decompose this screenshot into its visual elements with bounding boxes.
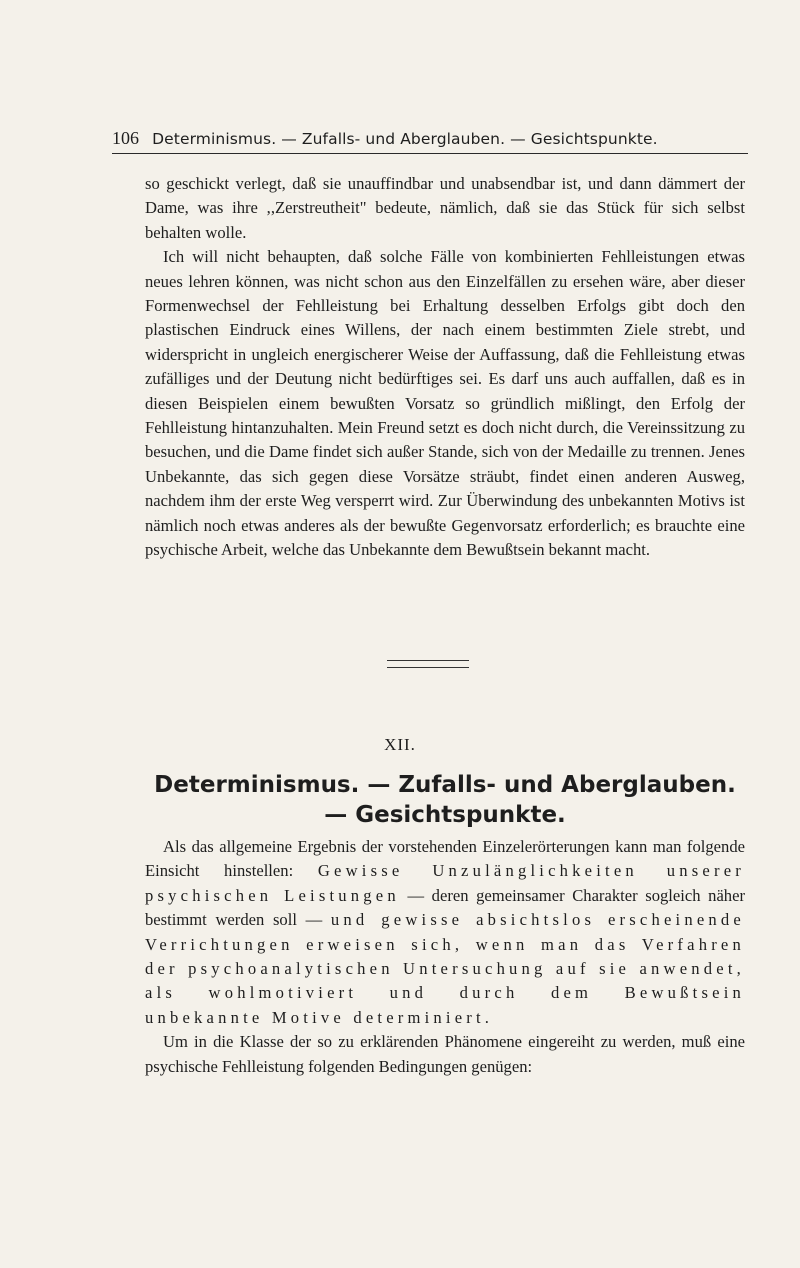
section-1-text	[145, 172, 745, 563]
page-number: 106	[112, 128, 139, 148]
running-title: Determinismus. — Zufalls- und Aberglauben. — Gesichtspunkte.	[152, 130, 658, 148]
chapter-title	[145, 770, 745, 830]
paragraph: so geschickt verlegt, daß sie unauffindbar und unabsendbar ist, und dann dämmert der Dame, was ihre ,,Zerstreutheit" bedeute, nämlich, daß sie das Stück für sich selbst behalten wolle.	[145, 174, 745, 242]
chapter-title-line-2: — Gesichtspunkte.	[324, 802, 566, 828]
header-rule	[112, 153, 748, 154]
section-2-text	[145, 835, 745, 1079]
paragraph-intro: Als das allgemeine Ergebnis der vorstehenden Einzelerörterungen kann man folgende Einsicht hinstellen:	[145, 837, 745, 881]
section-separator	[387, 660, 469, 668]
running-head	[112, 128, 748, 149]
paragraph: Ich will nicht behaupten, daß solche Fälle von kombinierten Fehlleistungen etwas neues lehren können, was nicht schon aus den Einzelfällen zu ersehen wäre, aber dieser Formenwechsel der Fehlleistung bei Erhaltung desselben Erfolgs gibt doch den plastischen Eindruck eines Willens, der nach einem bestimmten Ziele strebt, und widerspricht in ungleich energischerer Weise der Auffassung, daß die Fehlleistung etwas zufälliges und der Deutung nicht bedürftiges sei. Es darf uns auch auffallen, daß es in diesen Beispielen einem bewußten Vorsatz so gründlich mißlingt, den Erfolg der Fehlleistung hintanzuhalten. Mein Freund setzt es doch nicht durch, die Vereinssitzung zu besuchen, und die Dame findet sich außer Stande, sich von der Medaille zu trennen. Jenes Unbekannte, das sich gegen diese Vorsätze sträubt, findet einen anderen Ausweg, nachdem ihm der erste Weg versperrt wird. Zur Überwindung des unbekannten Motivs ist nämlich noch etwas anderes als der bewußte Gegenvorsatz erforderlich; es brauchte eine psychische Arbeit, welche das Unbekannte dem Bewußtsein bekannt macht.	[145, 247, 745, 560]
emphasized-text: Gewisse Unzulänglichkeiten unserer psychischen Leistungen	[145, 861, 745, 905]
paragraph: Um in die Klasse der so zu erklärenden Phänomene eingereiht zu werden, muß eine psychische Fehlleistung folgenden Bedingungen genügen:	[145, 1032, 745, 1076]
emphasized-text: und gewisse absichtslos erscheinende Verrichtungen erweisen sich, wenn man das Verfahren der psychoanalytischen Untersuchung auf sie anwendet, als wohlmotiviert und durch dem Bewußtsein unbekannte Motive determiniert.	[145, 910, 745, 1027]
paragraph	[145, 835, 745, 1030]
chapter-number: XII.	[384, 735, 416, 754]
chapter-title-line-1: Determinismus. — Zufalls- und Aberglauben.	[154, 772, 736, 798]
paragraph-text: — deren gemeinsamer Charakter sogleich näher bestimmt werden soll —	[145, 885, 745, 930]
